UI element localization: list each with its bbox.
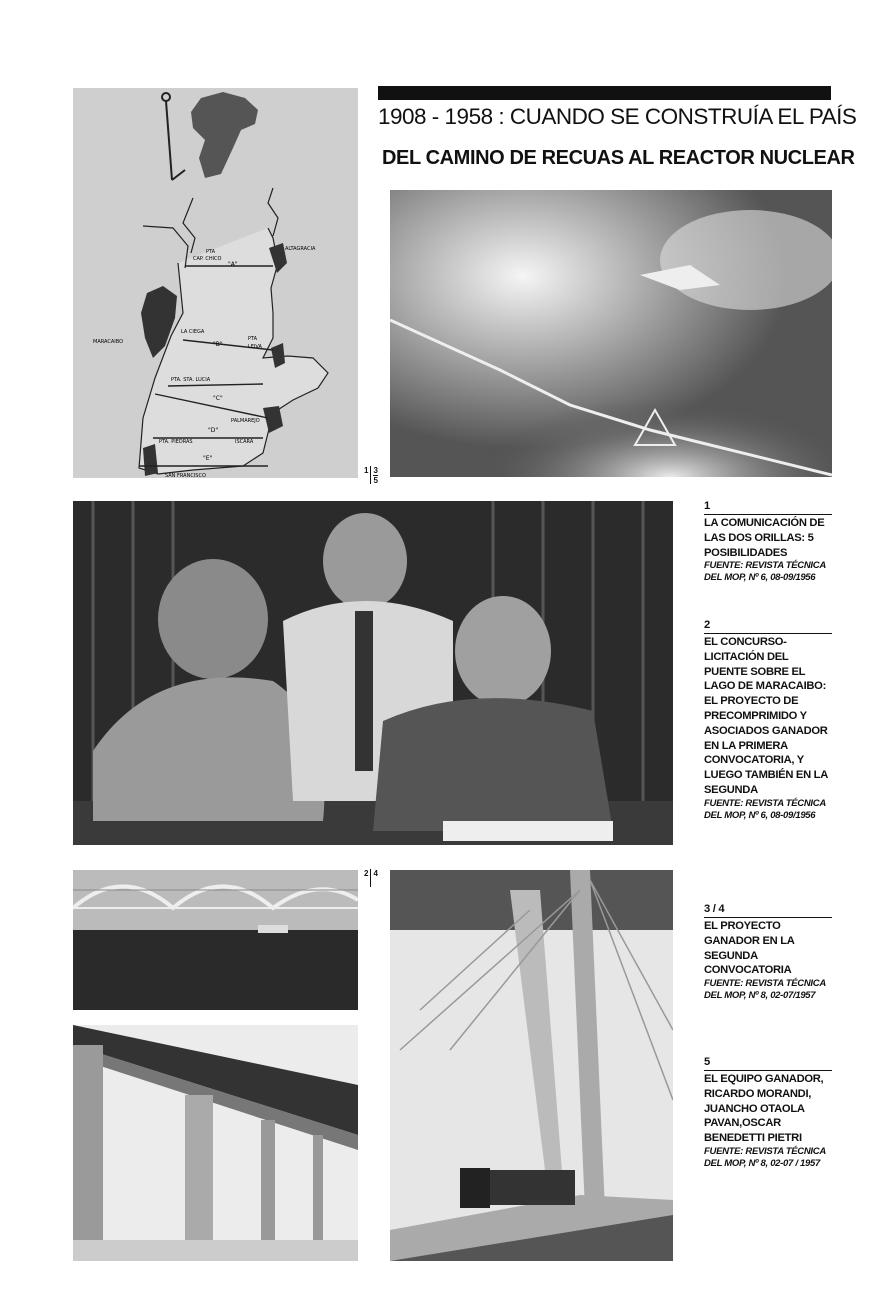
map-label: MARACAIBO (93, 339, 124, 345)
route-label: "C" (213, 395, 223, 402)
route-label: "E" (203, 455, 213, 462)
caption-3-4 (704, 903, 832, 1002)
caption-text: EL PROYECTO GANADOR EN LA SEGUNDA CONVOCATORIA (704, 920, 795, 977)
caption-source: FUENTE: REVISTA TÉCNICA DEL MOP, Nº 8, 02-07/1957 (704, 978, 826, 1002)
map-figure (73, 88, 358, 478)
map-label: PTA (248, 336, 258, 342)
map-label: SAN FRANCISCO (165, 473, 206, 478)
caption-text: EL EQUIPO GANADOR, RICARDO MORANDI, JUANCHO OTAOLA PAVAN,OSCAR BENEDETTI PIETRI (704, 1073, 824, 1145)
marker-left: 1 (364, 466, 369, 475)
caption-5 (704, 1056, 832, 1170)
map-label: LA CIEGA (181, 329, 205, 335)
route-label: "B" (213, 341, 223, 348)
caption-1 (704, 500, 832, 584)
route-label: "D" (208, 427, 219, 434)
marker-right-bottom: 5 (373, 476, 378, 485)
header-bar (378, 86, 831, 100)
map-label: PTA. PIEDRAS (159, 439, 193, 445)
map-label: LEIVA (248, 344, 262, 350)
page-subtitle: DEL CAMINO DE RECUAS AL REACTOR NUCLEAR (382, 147, 855, 169)
figure-marker-top (364, 466, 378, 485)
cable-stayed-bridge-photo (390, 870, 673, 1261)
route-label: "A" (228, 261, 238, 268)
caption-number: 2 (704, 619, 832, 634)
caption-source: FUENTE: REVISTA TÉCNICA DEL MOP, Nº 6, 08-09/1956 (704, 797, 826, 821)
map-label: ISCARA (235, 439, 254, 445)
aerial-photo (390, 190, 832, 477)
page-title: 1908 - 1958 : CUANDO SE CONSTRUÍA EL PAÍS (378, 104, 857, 129)
bridge-underside-photo (73, 1025, 358, 1261)
marker-left: 2 (364, 869, 369, 878)
caption-2 (704, 619, 832, 822)
map-label: PALMAREJO (231, 418, 260, 424)
caption-source: FUENTE: REVISTA TÉCNICA DEL MOP, Nº 8, 02-07 / 1957 (704, 1145, 826, 1169)
figure-marker-mid (364, 869, 378, 887)
marker-right: 4 (373, 869, 378, 878)
team-photo (73, 501, 673, 845)
map-label: PTA (206, 249, 216, 255)
map-label: ALTAGRACIA (285, 246, 316, 252)
caption-text: LA COMUNICACIÓN DE LAS DOS ORILLAS: 5 POSIBILIDADES (704, 517, 825, 559)
map-label: PTA. STA. LUCIA (171, 377, 211, 383)
caption-number: 5 (704, 1056, 832, 1071)
map-label: CAP. CHICO (193, 256, 222, 262)
caption-number: 3 / 4 (704, 903, 832, 918)
bridge-arches-photo (73, 870, 358, 1010)
caption-source: FUENTE: REVISTA TÉCNICA DEL MOP, Nº 6, 08-09/1956 (704, 560, 826, 584)
caption-text: EL CONCURSO-LICITACIÓN DEL PUENTE SOBRE EL LAGO DE MARACAIBO: EL PROYECTO DE PRECOMPRIMIDO Y ASOCIADOS GANADOR EN LA PRIMERA CONVOCATORIA, Y LUEGO TAMBIÉN EN LA SEGUNDA (704, 636, 828, 796)
caption-number: 1 (704, 500, 832, 515)
marker-right-top: 3 (373, 466, 378, 475)
